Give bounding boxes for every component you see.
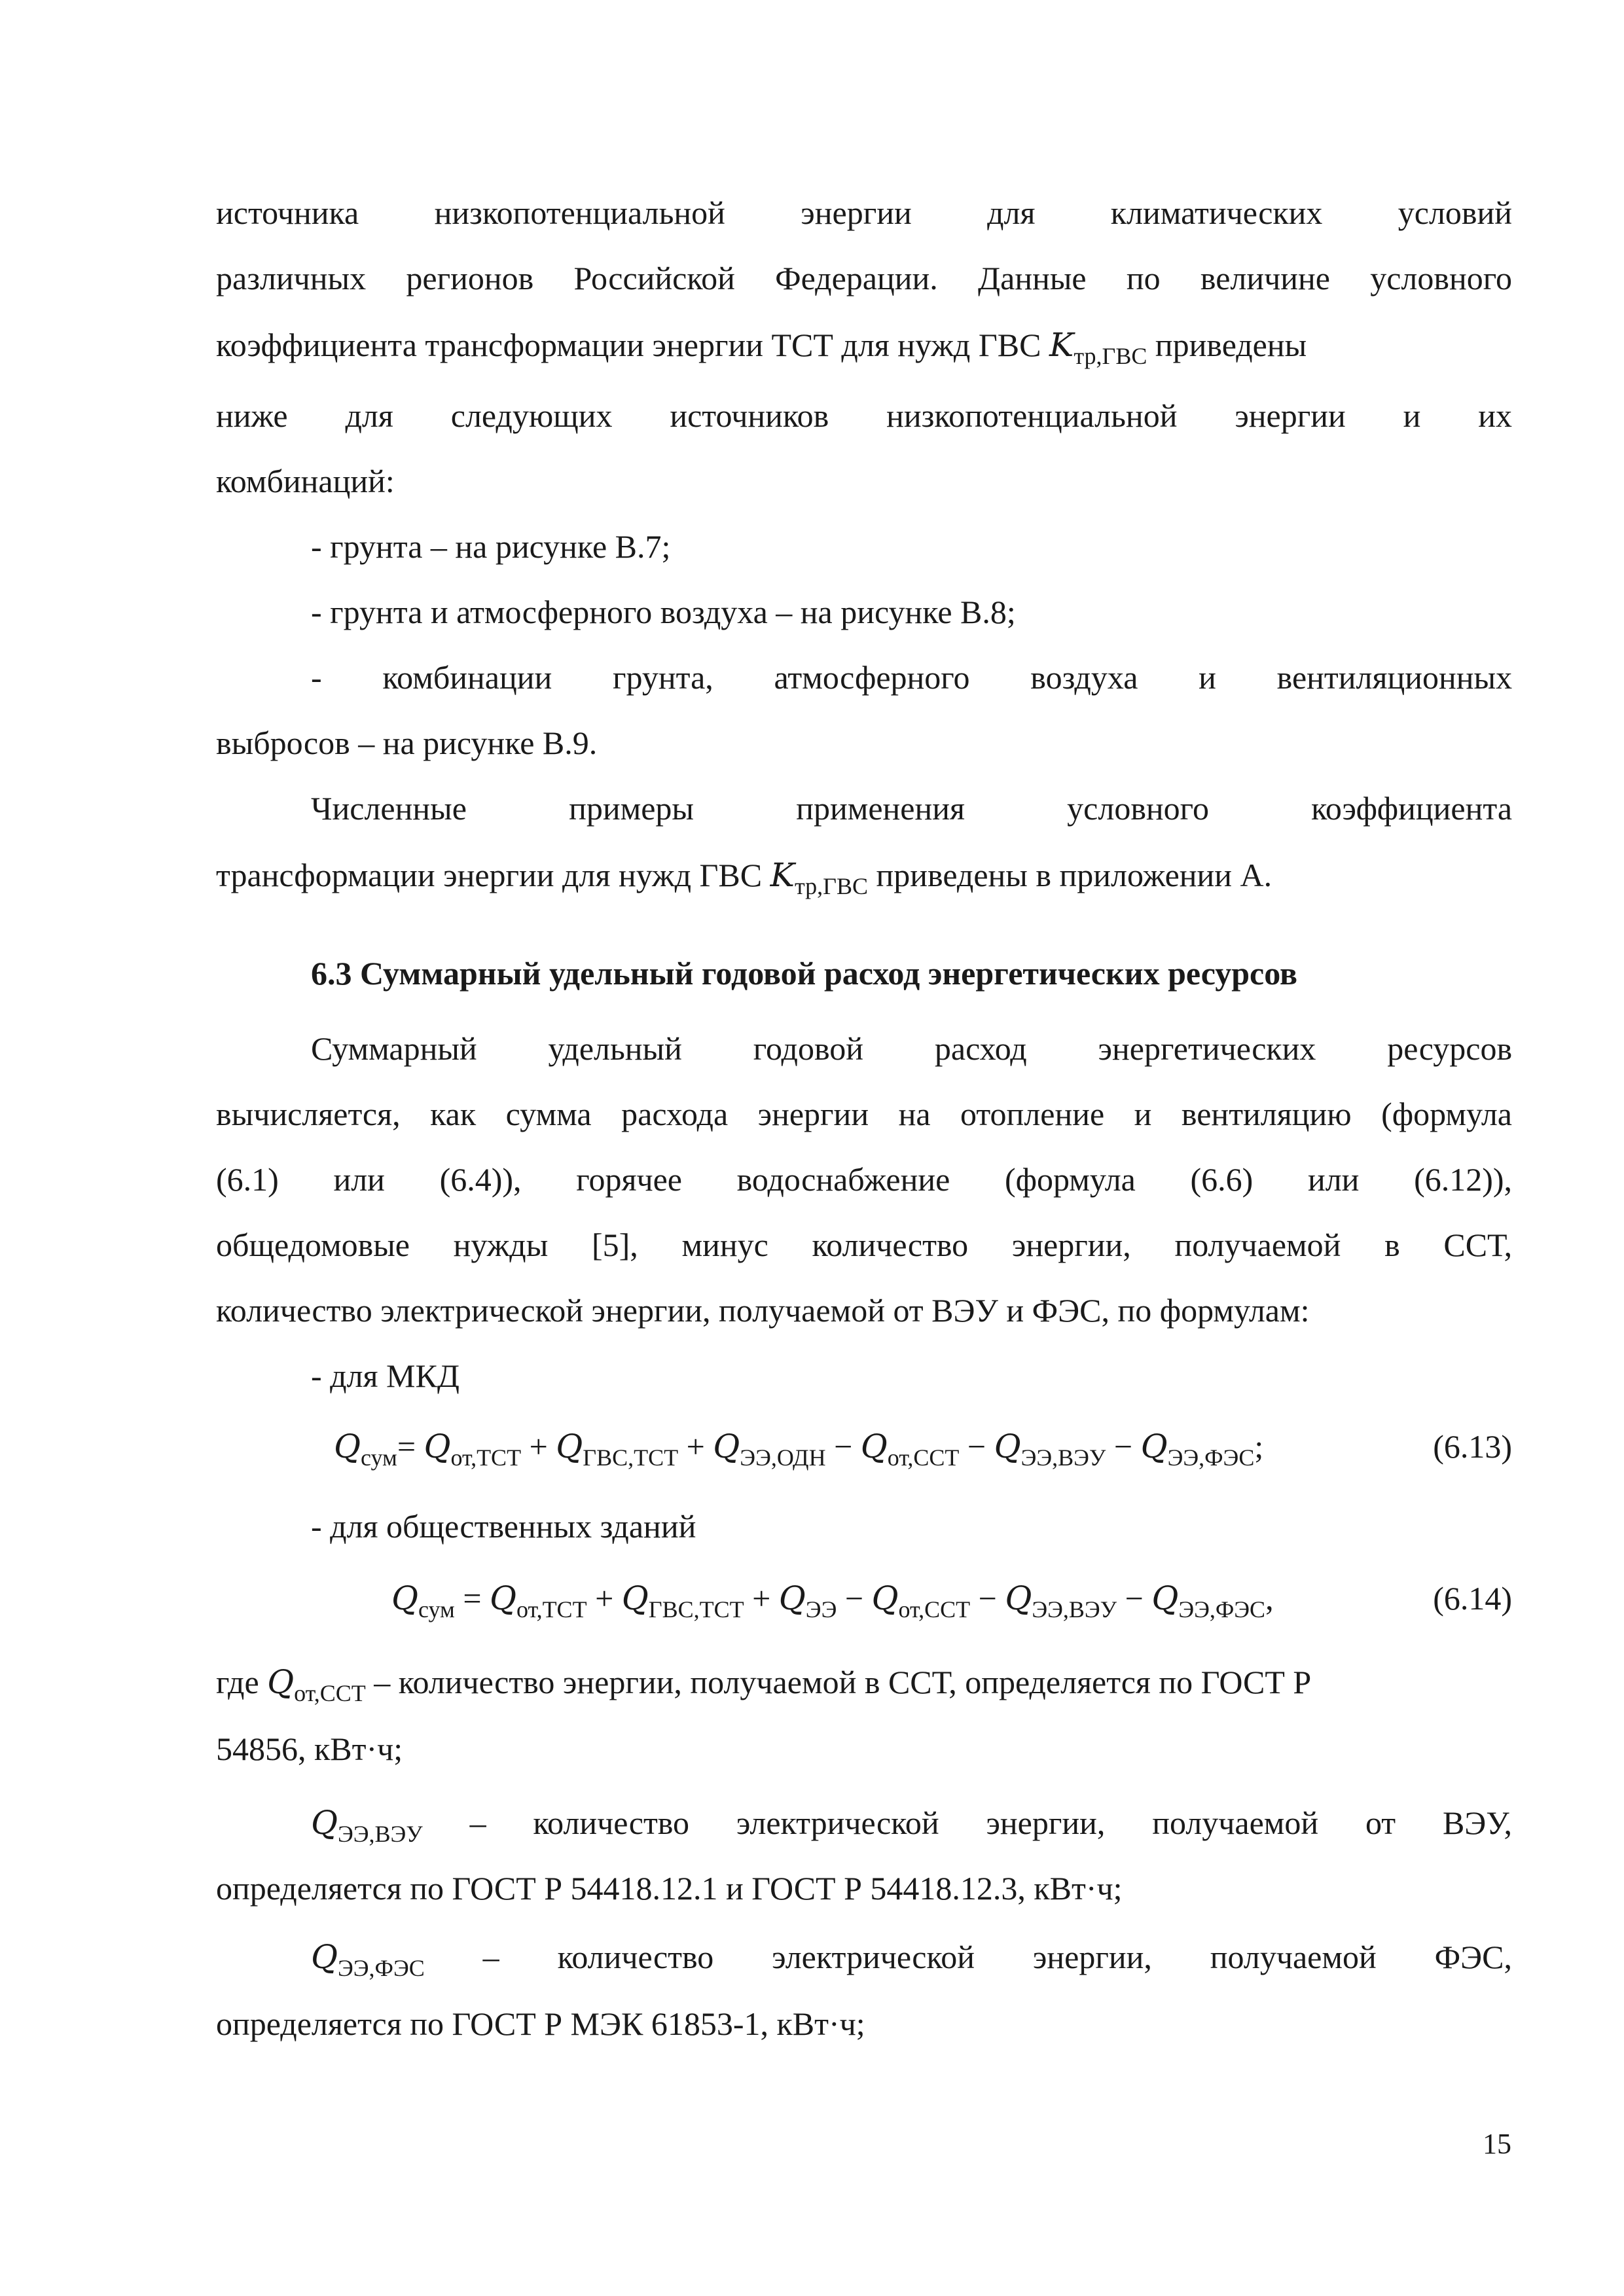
formula-6-14: $Q_{сум} = Q_{от,ТСТ} + Q_{ГВС,ТСТ} + Q_{ЭЭ} - Q_{от,ССТ} - Q_{ЭЭ,ВЭУ} - Q_{ЭЭ,ФЭС}$, — [391, 1579, 1274, 1623]
list-item: - комбинации грунта, атмосферного воздуха и вентиляционных — [311, 659, 1513, 696]
text-line: различных регионов Российской Федерации. Данные по величине условного — [216, 260, 1512, 296]
formula-number: (6.14) — [1433, 1580, 1512, 1617]
text-line: комбинаций: — [216, 463, 395, 499]
definition-line: $Q_{ЭЭ,ФЭС}$ – количество электрической энергии, получаемой ФЭС, — [311, 1938, 1513, 1981]
text-line: коэффициента трансформации энергии ТСТ для нужд ГВС $K_{тр,ГВС}$ приведены — [216, 326, 1307, 369]
text-line: источника низкопотенциальной энергии для климатических условий — [216, 194, 1513, 231]
text-line: (6.1) или (6.4)), горячее водоснабжение (формула (6.6) или (6.12)), — [216, 1161, 1513, 1198]
text-line: ниже для следующих источников низкопотенциальной энергии и их — [216, 397, 1513, 434]
list-item: - для МКД — [311, 1357, 460, 1394]
text-line: общедомовые нужды [5], минус количество энергии, получаемой в ССТ, — [216, 1227, 1513, 1263]
definition-line: где $Q_{от,ССТ}$ – количество энергии, получаемой в ССТ, определяется по ГОСТ Р — [216, 1663, 1312, 1706]
formula-number: (6.13) — [1433, 1428, 1512, 1465]
text-line: Численные примеры применения условного коэффициента — [311, 790, 1513, 827]
list-item: - для общественных зданий — [311, 1508, 696, 1545]
text-line: определяется по ГОСТ Р 54418.12.1 и ГОСТ Р 54418.12.3, кВт·ч; — [216, 1870, 1123, 1907]
list-item: - грунта и атмосферного воздуха – на рисунке В.8; — [311, 594, 1016, 630]
text-line: определяется по ГОСТ Р МЭК 61853-1, кВт·ч; — [216, 2005, 865, 2042]
formula-6-13: $Q_{сум}= Q_{от,ТСТ} + Q_{ГВС,ТСТ} + Q_{ЭЭ,ОДН} - Q_{от,ССТ} - Q_{ЭЭ,ВЭУ} - Q_{ЭЭ,ФЭС}$; — [334, 1427, 1264, 1471]
definition-line: $Q_{ЭЭ,ВЭУ}$ – количество электрической энергии, получаемой от ВЭУ, — [311, 1804, 1513, 1847]
text-line: вычисляется, как сумма расхода энергии на отопление и вентиляцию (формула — [216, 1096, 1512, 1132]
text-line: трансформации энергии для нужд ГВС $K_{тр,ГВС}$ приведены в приложении А. — [216, 856, 1272, 899]
text-line: Суммарный удельный годовой расход энергетических ресурсов — [311, 1030, 1513, 1067]
list-item: - грунта – на рисунке В.7; — [311, 528, 671, 565]
text-line: количество электрической энергии, получаемой от ВЭУ и ФЭС, по формулам: — [216, 1292, 1310, 1329]
section-heading: 6.3 Суммарный удельный годовой расход энергетических ресурсов — [311, 955, 1297, 992]
page-number: 15 — [1483, 2128, 1511, 2160]
text-line: выбросов – на рисунке В.9. — [216, 725, 598, 761]
text-line: 54856, кВт·ч; — [216, 1731, 403, 1767]
